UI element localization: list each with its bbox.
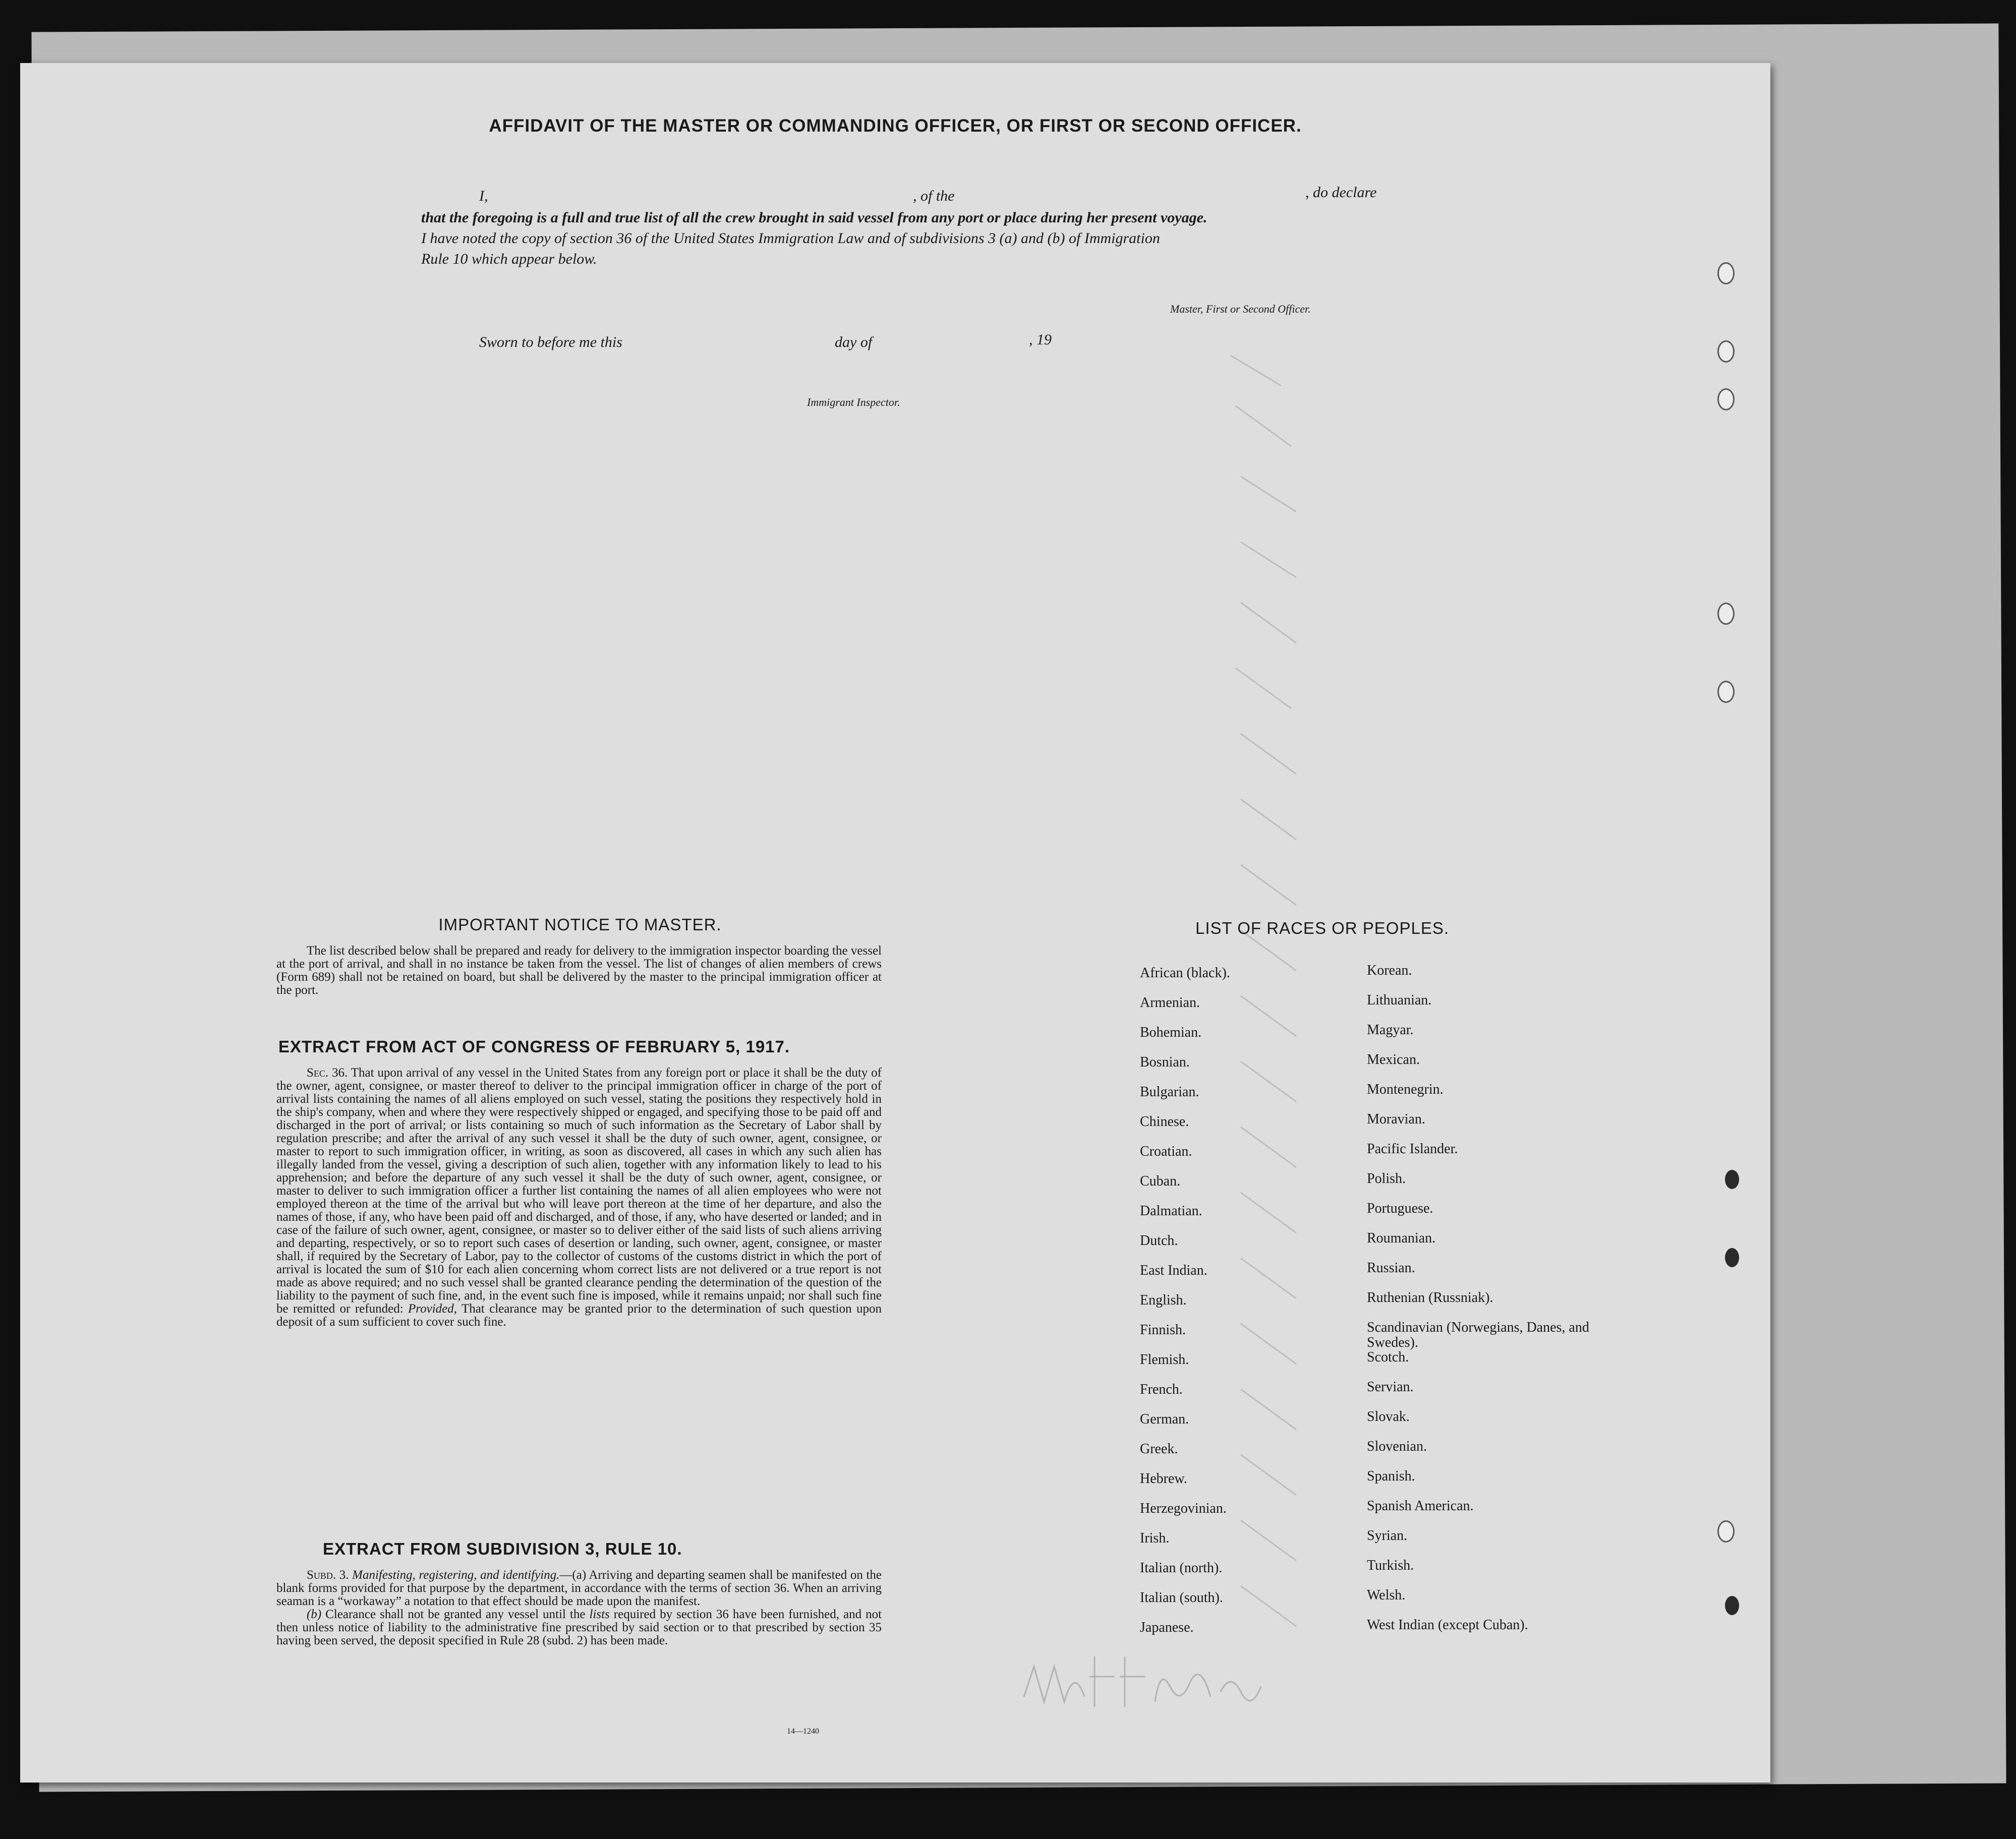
race-item: Croatian. <box>1140 1144 1192 1159</box>
punch-hole <box>1717 262 1735 284</box>
race-item: Greek. <box>1140 1441 1178 1457</box>
race-item: Syrian. <box>1367 1528 1408 1544</box>
form-number: 14—1240 <box>787 1727 819 1736</box>
sec-text: That upon arrival of any vessel in the United States from any foreign port or place it shall be the duty of the owner, agent, consignee, or master thereof to deliver to the principal immigration officer in charge of the port of arrival lists containing the names of all aliens employed on such vessel, stating the positions they respectively hold in the ship's company, when and where they were respectively shipped or engaged, and specifying those to be paid off and discharged in the port of arrival; or lists containing so much of such information as the Secretary of Labor shall by regulation prescribe; and after the arrival of any such vessel it shall be the duty of such owner, agent, consignee, or master to report to such immigration officer, in writing, as soon as discovered, all cases in which any such alien has illegally landed from the vessel, giving a description of such alien, together with any information likely to lead to his apprehension; and before the departure of any such vessel it shall be the duty of such owner, agent, consignee, or master to deliver to such immigration officer a further list containing the names of all alien employees who were not employed thereon at the time of the arrival but who will leave port thereon at the time of her departure, and also the names of those, if any, who have been paid off and discharged, and of those, if any, who have deserted or landed; and in case of the failure of such owner, agent, consignee, or master so to deliver either of the said lists of such aliens arriving and departing, respectively, or so to report such cases of desertion or landing, such owner, agent, consignee, or master shall, if required by the Secretary of Labor, pay to the collector of customs of the customs district in which the port of arrival is located the sum of $10 for each alien concerning whom correct lists are not delivered or a true report is not made as above required; and no such vessel shall be granted clearance pending the determination of the question of the liability to the payment of such fine, and, in the event such fine is imposed, while it remains unpaid; nor shall such fine be remitted or refunded: <box>276 1066 882 1316</box>
extract-rule-body <box>276 1569 882 1647</box>
race-item: Welsh. <box>1367 1587 1406 1603</box>
punch-hole <box>1717 603 1735 625</box>
race-item: Chinese. <box>1140 1114 1189 1130</box>
punch-hole <box>1717 340 1735 363</box>
race-item: Ruthenian (Russniak). <box>1367 1290 1493 1306</box>
race-item: Japanese. <box>1140 1620 1194 1635</box>
declaration-of-the: , of the <box>913 188 955 204</box>
subd-b-text-2: required by section 36 have been furnished, and not then unless notice of liability to the administrative fine prescribed by said section or to that prescribed by section 35 having been served, the deposit specified in Rule 28 (subd. 2) has been made. <box>276 1608 882 1647</box>
race-item: Bulgarian. <box>1140 1084 1199 1100</box>
master-signature-label: Master, First or Second Officer. <box>1170 303 1311 315</box>
race-item: Pacific Islander. <box>1367 1141 1458 1157</box>
race-item: Korean. <box>1367 963 1412 978</box>
subd-b-text-1: Clearance shall not be granted any vessel until the <box>325 1608 586 1621</box>
race-item: Dutch. <box>1140 1233 1178 1249</box>
race-item: Cuban. <box>1140 1173 1181 1189</box>
extract-rule-heading: EXTRACT FROM SUBDIVISION 3, RULE 10. <box>323 1539 682 1558</box>
race-item: Irish. <box>1140 1530 1170 1546</box>
punch-hole <box>1725 1248 1739 1267</box>
punch-hole <box>1725 1596 1739 1615</box>
race-item: Polish. <box>1367 1171 1406 1187</box>
race-item: Roumanian. <box>1367 1230 1436 1246</box>
subd-label: Subd. 3. <box>307 1568 349 1582</box>
race-item: Slovak. <box>1367 1409 1410 1425</box>
race-item: East Indian. <box>1140 1263 1207 1278</box>
sec-label: Sec. 36. <box>307 1066 348 1080</box>
race-item: Servian. <box>1367 1379 1414 1395</box>
race-item: Italian (north). <box>1140 1560 1223 1576</box>
race-item: Bosnian. <box>1140 1054 1190 1070</box>
race-item: English. <box>1140 1292 1187 1308</box>
subd-b-lists: lists <box>589 1608 610 1621</box>
races-left-column <box>1140 966 1352 1650</box>
sworn-day-of: day of <box>835 334 873 350</box>
race-item: Italian (south). <box>1140 1590 1223 1606</box>
race-item: African (black). <box>1140 965 1230 981</box>
race-item: Finnish. <box>1140 1322 1186 1338</box>
punch-hole <box>1725 1170 1739 1189</box>
race-item: Armenian. <box>1140 995 1200 1011</box>
punch-hole <box>1717 1520 1735 1543</box>
race-item: Russian. <box>1367 1260 1415 1276</box>
punch-hole <box>1717 388 1735 410</box>
declaration-do-declare: , do declare <box>1305 184 1377 201</box>
punch-hole <box>1717 681 1735 703</box>
extract-act-body <box>276 1066 882 1329</box>
race-item: Flemish. <box>1140 1352 1189 1368</box>
race-item: Portuguese. <box>1367 1201 1433 1216</box>
race-item: Hebrew. <box>1140 1471 1187 1487</box>
race-item: Turkish. <box>1367 1558 1414 1573</box>
declaration-line-3: I have noted the copy of section 36 of the United States Immigration Law and of subdivisions 3 (a) and (b) of Immigration <box>421 230 1160 247</box>
notice-text: The list described below shall be prepared and ready for delivery to the immigration inspector boarding the vessel at the port of arrival, and shall in no instance be taken from the vessel. The list of changes of alien members of crews (Form 689) shall not be retained on board, but shall be delivered by the master to the principal immigration officer at the port. <box>276 944 882 997</box>
race-item: Bohemian. <box>1140 1025 1202 1040</box>
race-item: French. <box>1140 1382 1183 1397</box>
race-item: Slovenian. <box>1367 1439 1427 1454</box>
race-item: Scandinavian (Norwegians, Danes, and Swedes). <box>1367 1320 1589 1350</box>
race-item: Spanish American. <box>1367 1498 1474 1514</box>
races-heading: LIST OF RACES OR PEOPLES. <box>1195 919 1450 937</box>
document-page <box>20 63 1770 1783</box>
race-item: Dalmatian. <box>1140 1203 1202 1219</box>
provided-term: Provided, <box>408 1302 457 1316</box>
subd-a-text: Arriving and departing seamen shall be manifested on the blank forms provided for that purpose by the department, in accordance with the terms of section 36. When an arriving seaman is a “workaway” a notation to that effect should be made upon the manifest. <box>276 1568 882 1608</box>
handwritten-signature <box>1019 1636 1321 1737</box>
race-item: Herzegovinian. <box>1140 1501 1227 1516</box>
race-item: Spanish. <box>1367 1468 1415 1484</box>
extract-act-heading: EXTRACT FROM ACT OF CONGRESS OF FEBRUARY 5, 1917. <box>278 1037 790 1056</box>
notice-heading: IMPORTANT NOTICE TO MASTER. <box>438 915 722 934</box>
inspector-signature-label: Immigrant Inspector. <box>807 396 900 408</box>
race-item: Montenegrin. <box>1367 1082 1444 1097</box>
declaration-line-2: that the foregoing is a full and true list of all the crew brought in said vessel from any port or place during her present voyage. <box>421 209 1207 226</box>
race-item: Magyar. <box>1367 1022 1414 1038</box>
race-item: Moravian. <box>1367 1111 1425 1127</box>
subd-title: Manifesting, registering, and identifying. <box>352 1568 560 1582</box>
declaration-i: I, <box>479 188 488 204</box>
declaration-line-4: Rule 10 which appear below. <box>421 251 597 267</box>
races-right-column <box>1367 963 1629 1647</box>
race-item: Scotch. <box>1367 1349 1409 1365</box>
race-item: German. <box>1140 1411 1189 1427</box>
race-item: Mexican. <box>1367 1052 1420 1067</box>
sworn-year: , 19 <box>1029 331 1052 348</box>
affidavit-title: AFFIDAVIT OF THE MASTER OR COMMANDING OFFICER, OR FIRST OR SECOND OFFICER. <box>489 116 1302 136</box>
sworn-prefix: Sworn to before me this <box>479 334 622 350</box>
subd-a-label: —(a) <box>559 1568 587 1582</box>
sec-text-end: That clearance may be granted prior to the determination of such question upon deposit of a sum sufficient to cover such fine. <box>276 1302 882 1329</box>
race-item: West Indian (except Cuban). <box>1367 1617 1528 1633</box>
race-item: Lithuanian. <box>1367 992 1432 1008</box>
subd-b-label: (b) <box>307 1608 322 1621</box>
